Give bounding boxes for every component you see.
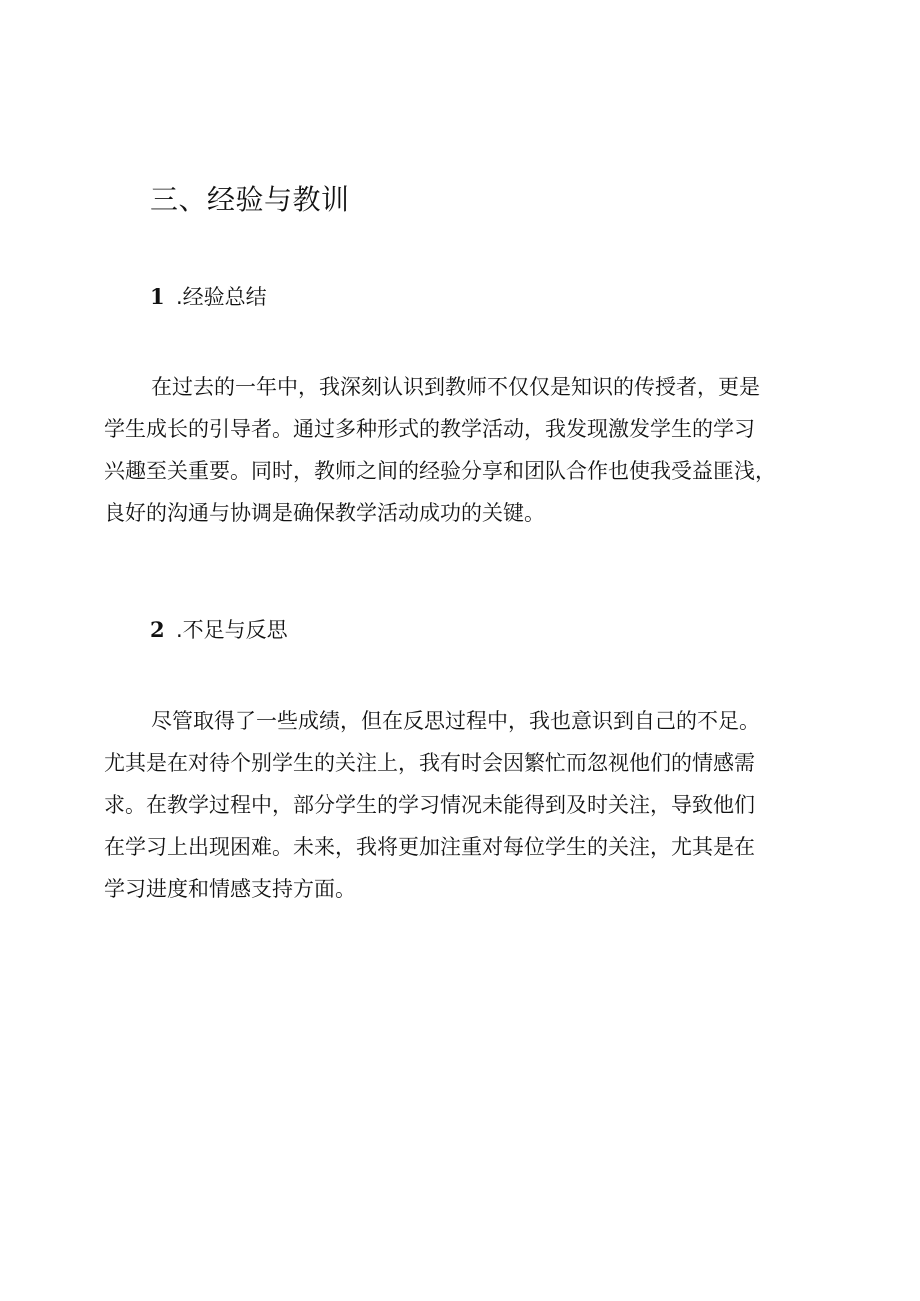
paragraph-line: 在学习上出现困难。未来，我将更加注重对每位学生的关注，尤其是在 [104,835,755,859]
paragraph-line: 学生成长的引导者。通过多种形式的教学活动，我发现激发学生的学习 [104,417,755,441]
subsection-number: 2 [150,617,165,642]
paragraph-line: 尽管取得了一些成绩，但在反思过程中，我也意识到自己的不足。 [151,709,760,733]
subsection-title: .不足与反思 [176,618,288,642]
paragraph-line: 良好的沟通与协调是确保教学活动成功的关键。 [104,501,545,525]
paragraph-line: 尤其是在对待个别学生的关注上，我有时会因繁忙而忽视他们的情感需 [104,751,755,775]
paragraph-experience [104,366,776,534]
paragraph-line: 兴趣至关重要。同时，教师之间的经验分享和团队合作也使我受益匪浅， [104,459,776,483]
subsection-title: .经验总结 [176,285,267,309]
subsection-heading-experience [150,280,267,314]
paragraph-line: 学习进度和情感支持方面。 [104,877,356,901]
paragraph-line: 求。在教学过程中，部分学生的学习情况未能得到及时关注，导致他们 [104,793,755,817]
subsection-number: 1 [150,284,165,309]
subsection-heading-reflection [150,613,288,647]
paragraph-reflection [104,700,760,910]
section-title: 三、经验与教训 [150,183,350,216]
paragraph-line: 在过去的一年中，我深刻认识到教师不仅仅是知识的传授者，更是 [151,375,760,399]
